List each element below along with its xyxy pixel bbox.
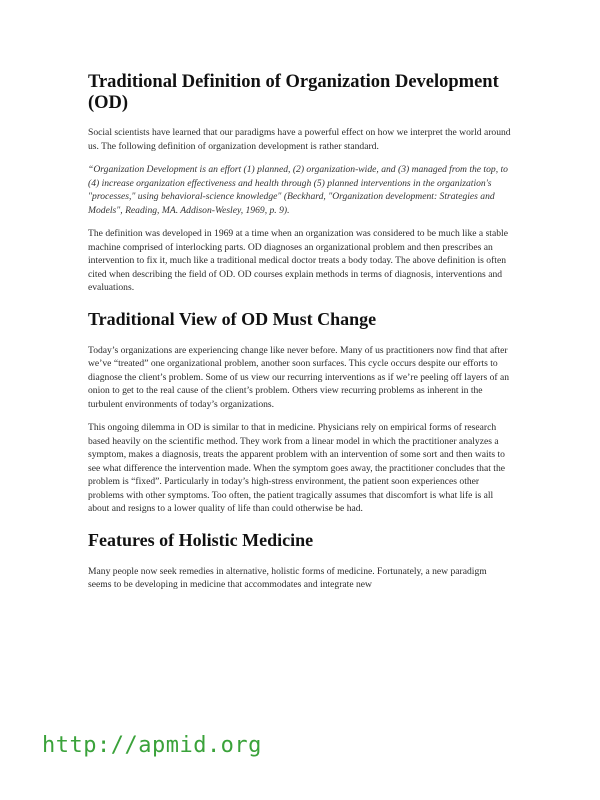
traditional-view-paragraph-1: Today’s organizations are experiencing change like never before. Many of us practitioners now find that after we’ve “treated” one organizational problem, another soon surfaces. This cycle occurs despite our efforts to diagnose the client’s problem. Some of us view our recurring interventions as if we’re peeling off layers of an onion to get to the real cause of the client’s problem. Others view recurring problems as inherent in the turbulent environments of today’s organizations.: [88, 344, 510, 410]
traditional-view-paragraph-2: This ongoing dilemma in OD is similar to that in medicine. Physicians rely on empirical forms of research based heavily on the scientific method. They work from a linear model in which the practitioner analyzes a symptom, makes a diagnosis, treats the apparent problem with an intervention of some sort and then waits to see what difference the intervention made. When the symptom goes away, the practitioner concludes that the problem is “fixed”. Particularly in today’s high-stress environment, the patient soon experiences other problems with other symptoms. Too often, the patient tragically assumes that discomfort is what life is all about and resigns to a lower quality of life than could otherwise be had.: [88, 422, 506, 514]
section-heading-traditional-view: Traditional View of OD Must Change: [88, 308, 377, 329]
holistic-medicine-paragraph: Many people now seek remedies in alternative, holistic forms of medicine. Fortunately, a new paradigm seems to be developing in medicine that accommodates and integrate new: [88, 565, 487, 590]
od-definition-quote: “Organization Development is an effort (1) planned, (2) organization-wide, and (3) managed from the top, to (4) increase organization effectiveness and health through (5) planned interventions in the organization's "processes," using behavioral-science knowledge" (Beckhard, "Organization development: Strategies and Models", Reading, MA. Addison-Wesley, 1969, p. 9).: [88, 164, 508, 216]
section-heading-holistic-medicine: Features of Holistic Medicine: [88, 529, 314, 550]
watermark-url: http://apmid.org: [42, 733, 262, 758]
page-title: Traditional Definition of Organization Development (OD): [88, 72, 499, 113]
document-body: [88, 72, 512, 602]
definition-paragraph: The definition was developed in 1969 at a time when an organization was considered to be much like a stable machine comprised of interlocking parts. OD diagnoses an organizational problem and then prescribes an intervention to fix it, much like a traditional medical doctor treats a body today. The above definition is often cited when describing the field of OD. OD courses explain methods in terms of diagnosis, interventions and evaluations.: [88, 228, 508, 293]
intro-paragraph: Social scientists have learned that our paradigms have a powerful effect on how we interpret the world around us. The following definition of organization development is rather standard.: [88, 127, 511, 152]
